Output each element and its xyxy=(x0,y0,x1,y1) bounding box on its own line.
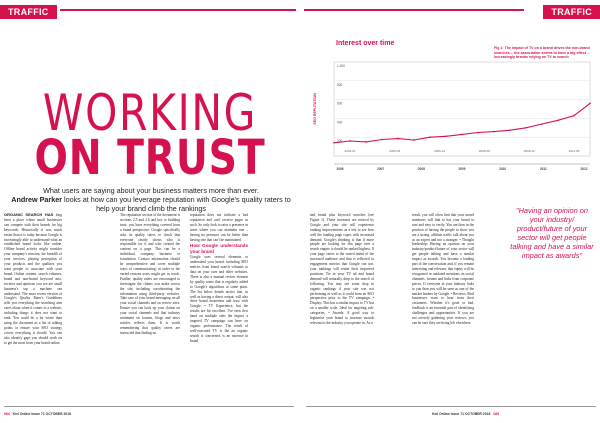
y-tick-label: 200 xyxy=(337,139,343,144)
chart-caption: Fig 1: The impact of TV on a brand drives the non-brand searches… the association seems to have a big effect – increasingly brands relying on TV to search xyxy=(494,46,590,60)
data-point xyxy=(397,138,399,140)
headline-line-1: WORKING xyxy=(42,84,258,142)
data-point xyxy=(429,136,431,138)
data-point xyxy=(573,115,575,117)
data-point xyxy=(493,131,495,133)
headline-line-2: ON TRUST xyxy=(34,130,266,186)
page-number-left: 064 xyxy=(4,412,10,416)
footer-right-text: Kiel Online Issue 71 OCTOBER 2018 xyxy=(432,412,491,416)
standfirst-rest: looks at how can you leverage reputation with Google's quality raters to help your brand climb the rankings xyxy=(62,195,291,213)
body-column-5 xyxy=(412,213,474,326)
y-tick-label: 400 xyxy=(337,120,343,125)
data-point xyxy=(349,140,351,142)
x-year-label: 2007 xyxy=(377,167,385,171)
inner-date-label: 2009-12 xyxy=(523,149,535,153)
inner-date-label: 2006-12 xyxy=(434,149,446,153)
inner-date-label: 2008-06 xyxy=(478,149,490,153)
pull-quote: "Having an opinion on your industry/ product/future of your sector will get people talking and have a similar impact as awards" xyxy=(510,206,594,260)
y-tick-label: 800 xyxy=(337,82,343,87)
y-tick-label: 1,000 xyxy=(337,64,345,68)
inner-date-label: 2005-06 xyxy=(389,149,401,153)
series-line xyxy=(334,103,590,142)
y-axis-label: SEO REPUTATION xyxy=(313,93,317,125)
section-tab-right: TRAFFIC xyxy=(543,5,600,19)
chart-svg xyxy=(306,38,600,188)
footer-left xyxy=(4,410,71,418)
col3-text: reputation does not indicate a bad reputation and can't receive pages as such. So only look to raise a presence in areas where you can maintain one – having no presence can be better than having one that can't be maintained. xyxy=(190,213,248,242)
x-year-label: 2006 xyxy=(336,167,344,171)
data-point xyxy=(541,123,543,125)
data-point xyxy=(525,127,527,129)
standfirst-intro: What users are saying about your business matters more than ever. xyxy=(43,186,259,195)
body-column-3 xyxy=(190,213,248,344)
chart-title: Interest over time xyxy=(336,40,395,47)
x-year-label: 2008 xyxy=(417,167,425,171)
lead-in: ORGANIC SEARCH HAS xyxy=(4,212,54,217)
standfirst xyxy=(4,186,298,213)
section-header-right xyxy=(490,4,600,20)
page-number-right: 065 xyxy=(493,412,500,416)
x-year-label: 2010 xyxy=(499,167,507,171)
col4-text: and brand plus keyword searches (see Figure 1). These increases are noticed by Google and your site will experience ranking improvements as a test to see how well the landing page copes with increased demand. Google's thinking is that if more people are looking for this page over a search engine it should be ranked highest. If your page caters to the varied intent of the increased audience and that is reflected in engagement metrics that Google can use, your rankings will retain their improved positions. Tie in your TV ad and brand demand will naturally drop to the search of following. You may see some drop in organic rankings if your site was not performing as well as it could from an SEO perspective prior to the TV campaign. • Display: This has a similar impact to TV but on a smaller scale. Ideal for targeting sub-categories. • Awards: A good way to legitimise your brand to increase awards relevant to the industry you operate in. As a xyxy=(310,213,374,325)
data-point xyxy=(477,132,479,134)
standfirst-byline: Andrew Parker xyxy=(11,195,62,204)
inner-date-label: 2004-01 xyxy=(344,149,356,153)
inner-date-label: 2011-06 xyxy=(568,149,580,153)
data-point xyxy=(365,141,367,143)
footer-left-text: Kiel Online Issue 71 OCTOBER 2018 xyxy=(12,412,72,416)
body-column-2 xyxy=(120,213,180,336)
x-year-label: 2012 xyxy=(580,167,588,171)
col1-text: long been a place where small businesses can compete with their brands for big keywords. Historically it was much easier than it is today because Google is increasingly able to understand what an established brand looks like online. Offline brand activity might consider your company's mission, the breadth of your services, playing perception of your products and the qualities you want people to associate with your brand. Online content, search volumes, brand and non-brand keyword mix, reviews and opinions you see are small business's top a machine can understand. The most recent version of Google's Quality Rater's Guidelines tells you everything the searching arm cares about when it comes to a website, including things it does not want to rank. You could do a lot worse than using the document as a list of talking points to ensure your SEO strategy covers everything it should. You can also identify gaps you should work on to get the most from your brand online. xyxy=(4,213,62,345)
subheading: How Google understands your brand xyxy=(190,243,248,254)
interest-chart xyxy=(306,38,600,188)
footer-rule-left xyxy=(4,406,294,407)
col3-text-2: Google uses several elements to understand your brand, including SEO metrics from brand search volumes to data on your own and other websites. There is also a manual review element by quality raters that is regularly added to Google's algorithms at some point. The list below details tactics that, as well as having a direct output, will also drive brand awareness and trust with Google. • TV Experience, but the results are bit excellent. I've seen first hand on multiple sites the impact a targeted TV campaign can have on organic performance. The result of well-executed TV is the an organic search is concerned, is an increase in brand xyxy=(190,255,248,343)
data-point xyxy=(557,119,559,121)
section-header-left xyxy=(0,4,120,20)
footer-right xyxy=(432,410,502,418)
headline xyxy=(0,84,300,186)
y-tick-label: 600 xyxy=(337,101,343,106)
section-tab-left: TRAFFIC xyxy=(0,5,57,19)
data-point xyxy=(333,142,335,144)
data-point xyxy=(509,129,511,131)
header-rule-left xyxy=(60,9,296,11)
col2-text: The reputation section of the document is sections 2.5 and 2.6 and key to building trust: you have everything covered from a brand perspective. Google specifically asks its quality raters to check that everyone clearly shows who is responsible for it and who created the content on a page. This can be a individual, company, business or foundation. Contact information should be comprehensive and cover multiple ways of communicating: in order to the varied reasons users might get in touch. Further, quality raters are encouraged to investigate the claims you make across the site, including corroborating the information using third-party websites. Take care of your brand messaging on all your social channels and on review sites. Ensure you can back up your claims on your social channels and that industry sentiment on forums, blogs and news articles reflects them. It is worth remembering that quality raters are instructed that finding no xyxy=(120,213,180,335)
chart-frame xyxy=(334,62,590,156)
data-point xyxy=(461,134,463,136)
data-point xyxy=(445,135,447,137)
data-point xyxy=(589,103,591,105)
data-point xyxy=(381,139,383,141)
data-point xyxy=(413,139,415,141)
col5-text: result, you will often find that your award nominees will link to has your brand in rare and easy to verify. You are then in the position of having the people to show you are a strong, affiliate traffic talk about you as an expert and not a stranger. • Thought leadership: Having an opinion on your industry/product/future of your sector will get people talking and have a similar impact as awards. You become a leading part of the conversation and, if you remain interesting and relevant, that equity will be recognised in outdated mentions on social channels, forums and links from corporate pieces. If everyone in your industry links to you then you will be seen as one of the market leaders by Google. • Reviews: Real businesses want to hear from their customers. Whether it's good or bad, feedback is an essential part of identifying challenges and opportunities. If you are not actively gathering your reviews, you can be sure they are being left elsewhere. xyxy=(412,213,474,325)
x-year-label: 2011 xyxy=(539,167,547,171)
body-column-1 xyxy=(4,213,62,345)
footer-rule-right xyxy=(306,406,596,407)
x-year-label: 2009 xyxy=(458,167,466,171)
body-column-4 xyxy=(310,213,374,326)
